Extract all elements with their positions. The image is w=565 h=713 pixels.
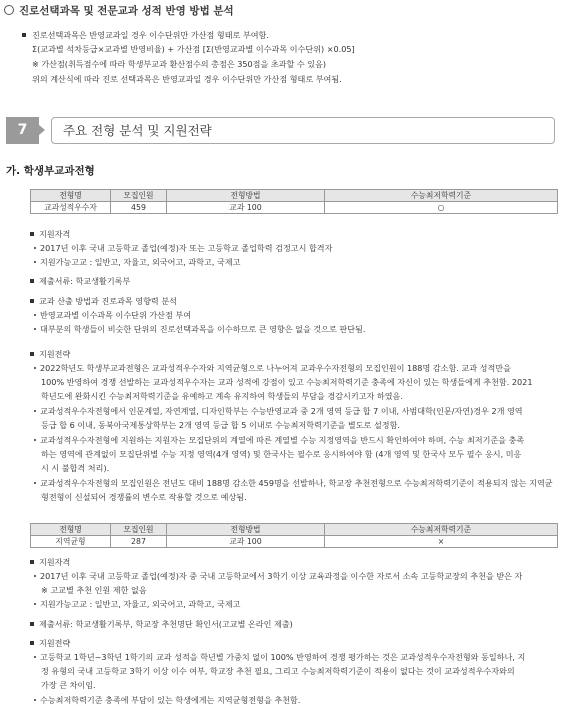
dot-bullet-icon [34,656,36,658]
table-header-row [31,524,558,536]
list-item-cont: 정 유형의 국내 고등학교 3학기 이상 이수 여부, 학교장 추천 필요, 그리고 수능최저학력기준이 적용이 없다는 것이 교과성적우수자와의 [41,666,515,676]
table-row [31,202,558,214]
dot-bullet-icon [34,410,36,412]
intro-line-1: 진로선택과목은 반영교과일 경우 이수단위만 가산점 형태로 부여함. [22,30,269,41]
dot-bullet-icon [34,328,36,330]
list-item: 2022학년도 학생부교과전형은 교과성적우수자와 지역균형으로 나누어져 교과우수자전형의 모집인원이 188명 감소함. 교과 성적만을 [34,363,511,374]
square-bullet-icon [30,622,34,626]
list-item-note: ※ 고교별 추천 인원 제한 없음 [41,585,147,595]
list-item-cont: 가장 큰 차이임. [41,680,96,690]
docs-2: 제출서류: 학교생활기록부, 학교장 추천명단 확인서(고교별 온라인 제출) [30,619,293,630]
col-header: 전형명 [31,524,111,536]
calc-title: 교과 산출 방법과 진로과목 영향력 분석 [30,296,177,307]
square-bullet-icon [30,299,34,303]
dot-bullet-icon [34,261,36,263]
list-item-cont: 100% 반영하여 경쟁 선발하는 교과성적우수자는 교과 성적에 강점이 있고 수능최저학력기준 충족에 자신이 있는 학생들에게 추천함. 2021 [41,377,533,387]
dot-bullet-icon [34,247,36,249]
qual-title-1: 지원자격 [30,229,70,240]
square-bullet-icon [22,33,26,37]
col-header: 모집인원 [111,190,167,202]
square-bullet-icon [30,279,34,283]
qual-title-2: 지원자격 [30,557,70,568]
square-bullet-icon [30,641,34,645]
list-item: 교과성적우수자전형에서 인문계열, 자연계열, 디자인학부는 수능반영교과 중 2개 영역 등급 합 7 이내, 사범대학(인문/자연)경우 2개 영역 [34,406,523,417]
docs-1: 제출서류: 학교생활기록부 [30,276,130,287]
list-item-cont: 등급 합 6 이내, 동북아국제통상학부는 2개 영역 등급 합 5 이내로 수능최저학력기준을 별도로 설정함. [41,420,400,430]
list-item: 2017년 이후 국내 고등학교 졸업(예정)자 또는 고등학교 졸업학력 검정고시 합격자 [34,243,332,254]
dot-bullet-icon [34,439,36,441]
square-bullet-icon [30,232,34,236]
subsection-heading: 가. 학생부교과전형 [6,165,95,177]
dot-bullet-icon [34,482,36,484]
dot-bullet-icon [34,314,36,316]
col-header: 전형명 [31,190,111,202]
banner-number: 7 [6,117,39,144]
cell-count: 459 [111,202,167,214]
list-item: 대부분의 학생들이 비슷한 단위의 진로선택과목을 이수하므로 큰 영향은 없을 것으로 판단됨. [34,324,365,335]
col-header: 전형방법 [167,190,325,202]
cell-min-req: × [325,536,558,548]
col-header: 수능최저학력기준 [325,190,558,202]
section-heading: 진로선택과목 및 전문교과 성적 반영 방법 분석 [4,3,234,18]
col-header: 수능최저학력기준 [325,524,558,536]
cell-name: 지역균형 [31,536,111,548]
list-item: 고등학교 1학년~3학년 1학기의 교과 성적을 학년별 가중치 없이 100% 반영하여 경쟁 평가하는 것은 교과성적우수자전형와 동일하나, 지 [34,652,525,663]
table-row [31,536,558,548]
intro-formula: Σ(교과별 석차등급×교과별 반영비율) + 가산점 [Σ(반영교과별 이수과목 이수단위) ×0.05] [32,44,355,54]
cell-name: 교과성적우수자 [31,202,111,214]
square-bullet-icon [30,352,34,356]
list-item-cont: 시 시 불합격 처리). [41,463,110,473]
cell-count: 287 [111,536,167,548]
table-header-row [31,190,558,202]
banner-title: 주요 전형 분석 및 지원전략 [63,123,212,138]
list-item-cont: 형전형이 신설되어 경쟁률의 변수로 작용할 것으로 예상됨. [41,492,247,502]
admission-table-2 [30,523,558,548]
intro-note: ※ 가산점(취득점수에 따라 학생부교과 환산점수의 총점은 350점을 초과할 수 있음) [32,59,327,69]
list-item: 반영교과별 이수과목 이수단위 가산점 부여 [34,310,191,321]
square-bullet-icon [30,560,34,564]
intro-line-4: 위의 계산식에 따라 진로 선택과목은 반영교과일 경우 이수단위만 가산점 형태로 부여됨. [32,74,342,84]
list-item: 지원가능고교 : 일반고, 자율고, 외국어고, 과학고, 국제고 [34,257,240,268]
dot-bullet-icon [34,699,36,701]
cell-method: 교과 100 [167,202,325,214]
list-item: 교과성적우수자전형의 모집인원은 전년도 대비 188명 감소한 459명을 선발하나, 학교장 추천전형으로 수능최저학력기준이 적용되지 않는 지역균 [34,478,553,489]
cell-method: 교과 100 [167,536,325,548]
list-item-cont: 학년도에 완화시킨 수능최저학력기준을 유예하고 계속 유지하여 학생들의 부담을 경감시키고자 하였음. [41,391,403,401]
strategy-title-1: 지원전략 [30,349,70,360]
list-item-cont: 하는 영역에 관계없이 모집단위별 수능 지정 영역(4개 영역) 및 한국사는 필수로 응시하여야 함 (4개 영역 및 한국사 모두 필수 응시, 미응 [41,449,522,459]
section-banner [6,117,556,144]
dot-bullet-icon [34,367,36,369]
list-item: 2017년 이후 국내 고등학교 졸업(예정)자 중 국내 고등학교에서 3학기 이상 교육과정을 이수한 자로서 소속 고등학교장의 추천을 받은 자 [34,571,522,582]
strategy-title-2: 지원전략 [30,638,70,649]
col-header: 전형방법 [167,524,325,536]
col-header: 모집인원 [111,524,167,536]
dot-bullet-icon [34,575,36,577]
list-item: 수능최저학력기준 충족에 부담이 있는 학생에게는 지역균형전형을 추천함. [34,695,300,706]
list-item: 교과성적우수자전형에 지원하는 지원자는 모집단위의 계열에 따른 계열별 수능 지정영역을 반드시 확인하여야 하며, 수능 최저기준을 충족 [34,435,524,446]
cell-min-req: ○ [325,202,558,214]
dot-bullet-icon [34,603,36,605]
circle-icon [4,5,14,15]
arrow-right-icon [39,125,45,135]
list-item: 지원가능고교 : 일반고, 자율고, 외국어고, 과학고, 국제고 [34,599,240,610]
admission-table-1 [30,189,558,214]
